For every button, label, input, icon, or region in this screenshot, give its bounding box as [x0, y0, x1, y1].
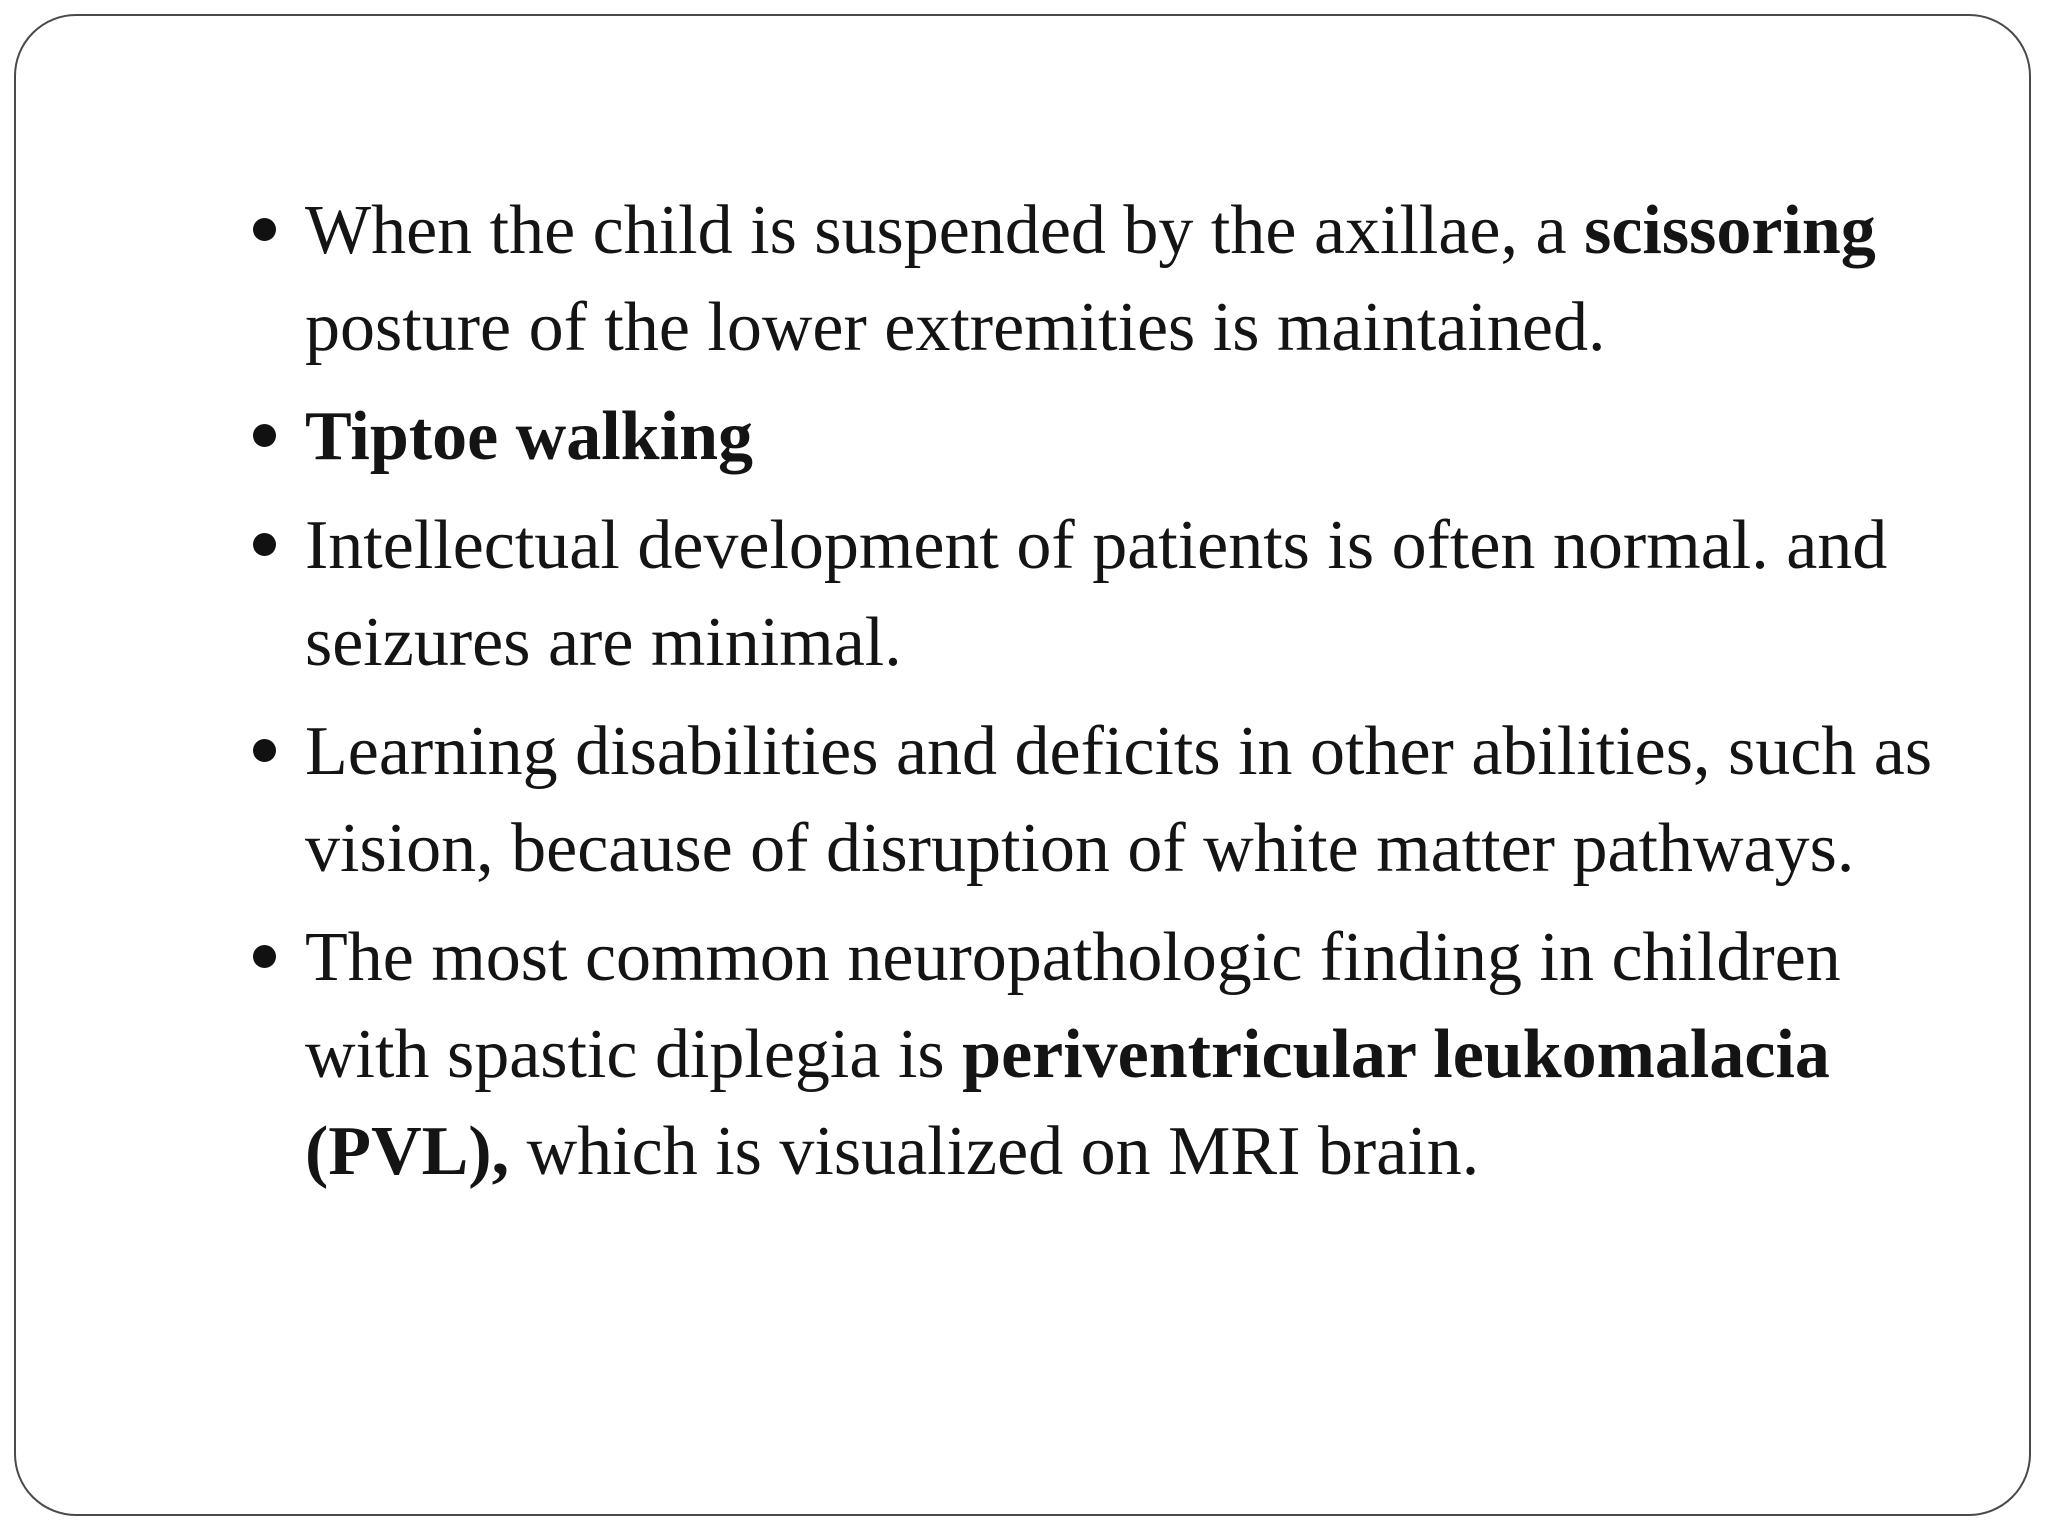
bullet-text: Learning disabilities and deficits in other abilities, such as vision, because of disruption of white matter pathways.	[305, 713, 1933, 887]
bullet-list	[253, 182, 1973, 1212]
bullet-text: The most common neuropathologic finding in children with spastic diplegia is	[305, 919, 1841, 1093]
bullet-item-scissoring	[253, 182, 1973, 376]
bullet-bold-text: periventricular leukomalacia (PVL),	[305, 1016, 1830, 1190]
bullet-text: posture of the lower extremities is maintained.	[305, 289, 1606, 366]
bullet-item-tiptoe	[253, 388, 1973, 485]
bullet-dot-icon	[253, 424, 276, 447]
bullet-dot-icon	[253, 945, 276, 968]
bullet-item-learning	[253, 703, 1973, 897]
bullet-dot-icon	[253, 218, 276, 241]
bullet-text: When the child is suspended by the axillae, a	[305, 192, 1585, 269]
bullet-dot-icon	[253, 739, 276, 762]
bullet-bold-text: Tiptoe walking	[305, 398, 753, 475]
bullet-bold-text: scissoring	[1584, 192, 1876, 269]
slide-frame	[14, 14, 2031, 1516]
bullet-text: which is visualized on MRI brain.	[509, 1113, 1480, 1190]
bullet-item-intellectual	[253, 497, 1973, 691]
bullet-item-pvl	[253, 909, 1973, 1200]
bullet-text: Intellectual development of patients is often normal. and seizures are minimal.	[305, 507, 1888, 681]
bullet-dot-icon	[253, 533, 276, 556]
